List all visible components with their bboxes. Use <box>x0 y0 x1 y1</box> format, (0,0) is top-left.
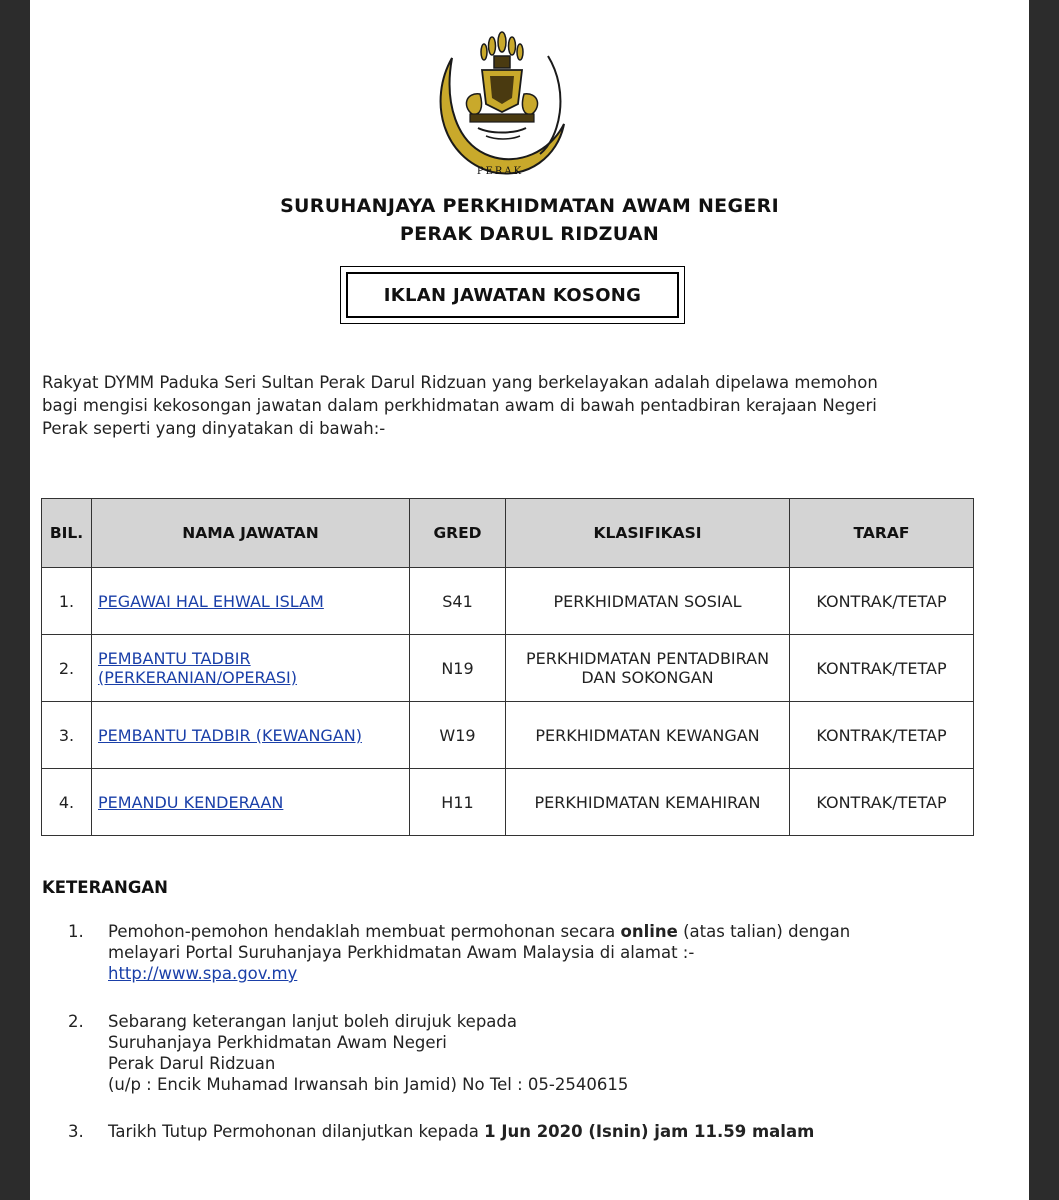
job-link[interactable]: PEMBANTU TADBIR (KEWANGAN) <box>98 725 362 745</box>
spa-website-link[interactable]: http://www.spa.gov.my <box>108 964 298 983</box>
klasifikasi-cell: PERKHIDMATAN KEMAHIRAN <box>506 769 790 836</box>
title-line-2: PERAK DARUL RIDZUAN <box>399 223 660 245</box>
job-name-cell <box>92 702 410 769</box>
job-name-cell <box>92 568 410 635</box>
perak-crest-logo <box>430 20 570 190</box>
intro-paragraph <box>42 371 962 440</box>
table-row <box>42 635 974 702</box>
note-number: 3. <box>68 1122 84 1141</box>
note-line: melayari Portal Suruhanjaya Perkhidmatan Awam Malaysia di alamat :- <box>108 943 695 962</box>
gred-cell: W19 <box>410 702 506 769</box>
job-name-cell <box>92 635 410 702</box>
title-line-1: SURUHANJAYA PERKHIDMATAN AWAM NEGERI <box>280 195 779 217</box>
job-link[interactable]: PEGAWAI HAL EHWAL ISLAM <box>98 591 324 611</box>
klasifikasi-cell: PERKHIDMATAN SOSIAL <box>506 568 790 635</box>
intro-line: Rakyat DYMM Paduka Seri Sultan Perak Darul Ridzuan yang berkelayakan adalah dipelawa memohon <box>42 373 878 392</box>
taraf-cell: KONTRAK/TETAP <box>790 568 974 635</box>
bil-cell: 1. <box>42 568 92 635</box>
gred-cell: H11 <box>410 769 506 836</box>
note-line <box>108 963 850 984</box>
note-number: 2. <box>68 1012 84 1031</box>
note-body <box>108 1121 814 1142</box>
gred-cell: N19 <box>410 635 506 702</box>
note-line: Suruhanjaya Perkhidmatan Awam Negeri <box>108 1033 447 1052</box>
job-name-cell <box>92 769 410 836</box>
table-row <box>42 568 974 635</box>
intro-line: bagi mengisi kekosongan jawatan dalam perkhidmatan awam di bawah pentadbiran kerajaan Negeri <box>42 396 877 415</box>
note-line: Sebarang keterangan lanjut boleh dirujuk kepada <box>108 1012 518 1031</box>
note-line: (u/p : Encik Muhamad Irwansah bin Jamid) No Tel : 05-2540615 <box>108 1075 629 1094</box>
job-link[interactable]: PEMANDU KENDERAAN <box>98 792 284 812</box>
table-header-row <box>42 499 974 568</box>
note-text: (atas talian) dengan <box>677 922 851 941</box>
taraf-cell: KONTRAK/TETAP <box>790 702 974 769</box>
table-row <box>42 702 974 769</box>
klasifikasi-line: DAN SOKONGAN <box>581 668 714 687</box>
table-row <box>42 769 974 836</box>
klasifikasi-cell: PERKHIDMATAN KEWANGAN <box>506 702 790 769</box>
header-bil: BIL. <box>42 499 92 568</box>
banner-box <box>340 266 685 324</box>
note-body <box>108 1011 628 1095</box>
crest-emblem-icon <box>430 20 570 190</box>
gred-cell: S41 <box>410 568 506 635</box>
job-link[interactable]: PEMBANTU TADBIR <box>98 649 251 668</box>
crest-label: PERAK <box>476 166 524 177</box>
klasifikasi-line: PERKHIDMATAN PENTADBIRAN <box>525 649 770 668</box>
bil-cell: 2. <box>42 635 92 702</box>
note-line: Perak Darul Ridzuan <box>108 1054 276 1073</box>
note-number: 1. <box>68 922 84 941</box>
taraf-cell: KONTRAK/TETAP <box>790 635 974 702</box>
jobs-table <box>41 498 974 836</box>
klasifikasi-cell <box>506 635 790 702</box>
note-body <box>108 921 850 984</box>
taraf-cell: KONTRAK/TETAP <box>790 769 974 836</box>
bil-cell: 4. <box>42 769 92 836</box>
keterangan-heading: KETERANGAN <box>42 878 168 897</box>
header-taraf: TARAF <box>790 499 974 568</box>
bil-cell: 3. <box>42 702 92 769</box>
header-nama-jawatan: NAMA JAWATAN <box>92 499 410 568</box>
intro-line: Perak seperti yang dinyatakan di bawah:- <box>42 419 386 438</box>
header-klasifikasi: KLASIFIKASI <box>506 499 790 568</box>
closing-date: 1 Jun 2020 (Isnin) jam 11.59 malam <box>484 1122 815 1141</box>
header-gred: GRED <box>410 499 506 568</box>
note-line <box>108 921 850 942</box>
note-text: Pemohon-pemohon hendaklah membuat permohonan secara <box>108 922 621 941</box>
note-bold-text: online <box>620 922 678 941</box>
banner-title: IKLAN JAWATAN KOSONG <box>346 272 679 318</box>
job-link[interactable]: (PERKERANIAN/OPERASI) <box>98 668 298 687</box>
note-text: Tarikh Tutup Permohonan dilanjutkan kepada <box>108 1122 485 1141</box>
